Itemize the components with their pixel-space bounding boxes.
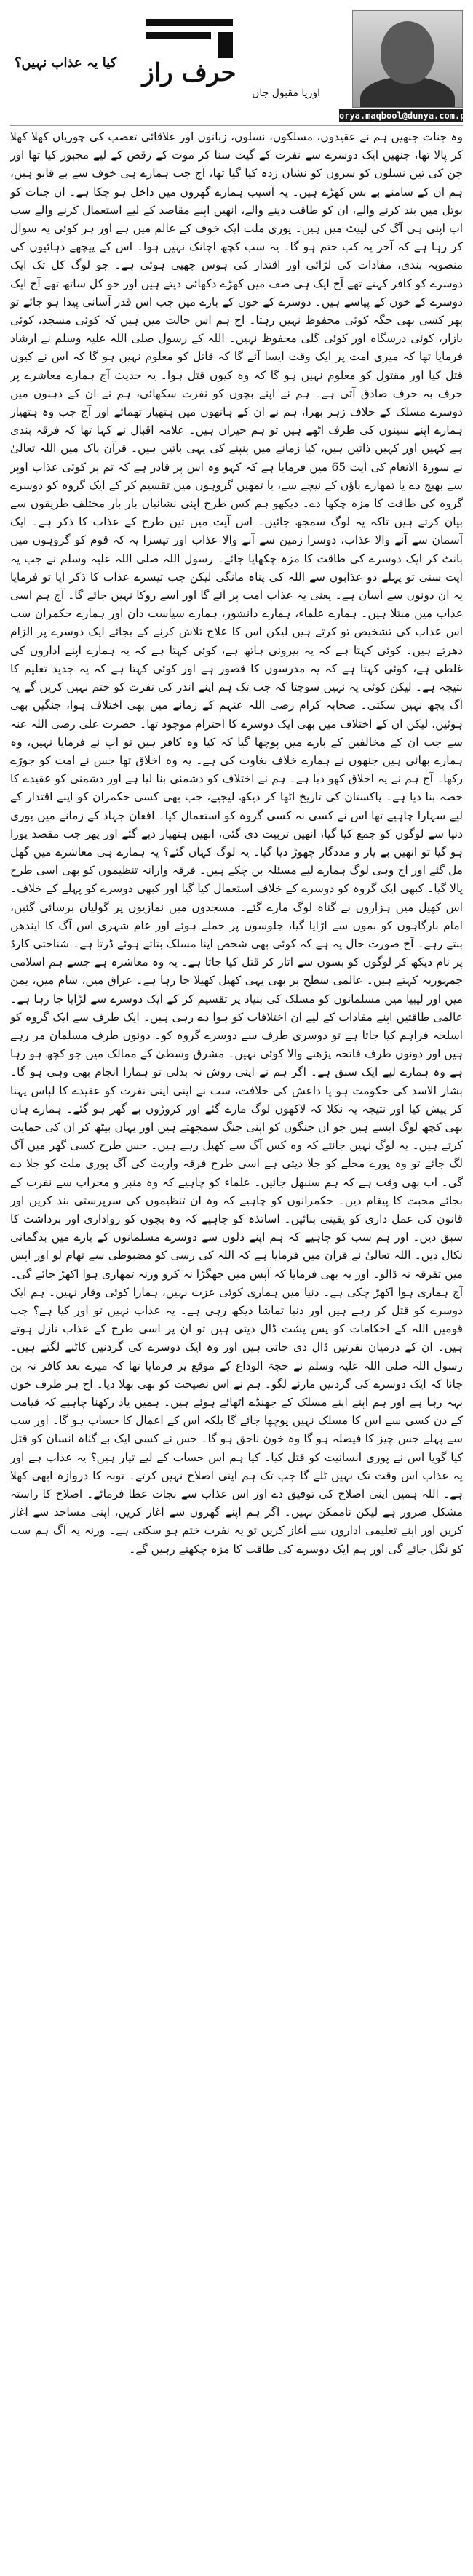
column-header (0, 0, 473, 124)
author-name: اوریا مقبول جان (252, 87, 320, 99)
header-divider (10, 125, 463, 126)
column-title: کیا یہ عذاب نہیں؟ (15, 55, 117, 71)
newspaper-logo (131, 13, 247, 93)
author-photo (352, 10, 463, 108)
article-paragraph: وہ جنات جنھیں ہم نے عقیدوں، مسلکوں، نسلوں، زبانوں اور علاقائی تعصب کی چوریاں کھلا کھلا کر پالا تھا، جنھیں ایک دوسرے سے نفرت کے گیت سنا کر موت کے رقص کے لیے مجبور کیا تھا اور جن کی تین نسلوں کو سروں کو نشان زدہ کیا گیا تھا، آج جب ہمارے ہی خوف سے بے قابو ہیں، ہم ان کے سامنے بے بس کھڑے ہیں۔ یہ آسیب ہمارے گھروں میں داخل ہو چکا ہے۔ ان جنات کو بوتل میں بند کرنے والے، ان کو طاقت دینے والے، انھیں اپنے مقاصد کے لیے استعمال کرنے والے سب اب اپنی ہی آگ کی لپیٹ میں ہیں۔ پوری ملت ایک خوف کے عالم میں ہے اور ہر کوئی یہ سوال کر رہا ہے کہ آخر یہ کب ختم ہو گا۔ یہ سب کچھ اچانک نہیں ہوا۔ اس کے پیچھے دہائیوں کی منصوبہ بندی، مفادات کی لڑائی اور اقتدار کی ہوس چھپی ہوئی ہے۔ جو لوگ کل تک ایک دوسرے کو کافر کہتے تھے آج ایک ہی صف میں کھڑے دکھائی دیتے ہیں اور جو کل ساتھ تھے آج ایک دوسرے کے خون کے پیاسے ہیں۔ دوسرے کے خون کے بارے میں جب اس قدر آسانی پیدا ہو جائے تو پھر کسی بھی جگہ کوئی محفوظ نہیں رہتا۔ آج ہم اس حالت میں ہیں کہ کوئی مسجد، کوئی بازار، کوئی درسگاہ اور کوئی گلی محفوظ نہیں۔ اللہ کے رسول صلی اللہ علیہ وسلم نے ارشاد فرمایا تھا کہ میری امت پر ایک وقت ایسا آئے گا کہ قاتل کو معلوم نہیں ہو گا کہ اس نے کیوں قتل کیا اور مقتول کو معلوم نہیں ہو گا کہ وہ کیوں قتل ہوا۔ یہ حدیث آج ہمارے معاشرے پر حرف بہ حرف صادق آتی ہے۔ ہم نے اپنے بچوں کو نفرت سکھائی، ہم نے ان کے ذہنوں میں دوسرے مسلک کے خلاف زہر بھرا، ہم نے ان کے ہاتھوں میں ہتھیار تھمائے اور آج جب وہ ہتھیار ہمارے اپنے سینوں کی طرف اٹھے ہیں تو ہم حیران ہیں۔ علامہ اقبال نے کہا تھا کہ فرقہ بندی ہے کہیں اور کہیں ذاتیں ہیں، کیا زمانے میں پنپنے کی یہی باتیں ہیں۔ قرآن پاک میں اللہ تعالیٰ نے سورۃ الانعام کی آیت 65 میں فرمایا ہے کہ کہو وہ اس پر قادر ہے کہ تم پر کوئی عذاب اوپر سے بھیج دے یا تمھارے پاؤں کے نیچے سے، یا تمھیں گروہوں میں تقسیم کر کے ایک گروہ کو دوسرے گروہ کی طاقت کا مزہ چکھا دے۔ دیکھو ہم کس طرح اپنی نشانیاں بار بار مختلف طریقوں سے بیان کرتے ہیں تاکہ یہ لوگ سمجھ جائیں۔ اس آیت میں تین طرح کے عذاب کا ذکر ہے۔ ایک آسمان سے آنے والا عذاب، دوسرا زمین سے آنے والا عذاب اور تیسرا یہ کہ قوم کو گروہوں میں بانٹ کر ایک دوسرے کی طاقت کا مزہ چکھایا جائے۔ رسول اللہ صلی اللہ علیہ وسلم نے جب یہ آیت سنی تو پہلے دو عذابوں سے اللہ کی پناہ مانگی لیکن جب تیسرے عذاب کا ذکر آیا تو فرمایا یہ ان دونوں سے آسان ہے۔ یعنی یہ عذاب امت پر آئے گا اور اسے روکا نہیں جائے گا۔ آج ہم اسی عذاب میں مبتلا ہیں۔ ہمارے علماء، ہمارے دانشور، ہمارے سیاست دان اور ہمارے حکمران سب اس عذاب کی تشخیص تو کرتے ہیں لیکن اس کا علاج تلاش کرنے کے بجائے ایک دوسرے پر الزام دھرتے ہیں۔ کوئی کہتا ہے کہ یہ بیرونی ہاتھ ہے، کوئی کہتا ہے کہ یہ ہمارے اپنے اداروں کی غلطی ہے، کوئی کہتا ہے کہ یہ مدرسوں کا قصور ہے اور کوئی کہتا ہے کہ یہ جدید تعلیم کا نتیجہ ہے۔ لیکن کوئی یہ نہیں سوچتا کہ جب تک ہم اپنے اندر کی نفرت کو ختم نہیں کریں گے یہ آگ بجھ نہیں سکتی۔ صحابہ کرام رضی اللہ عنہم کے زمانے میں بھی اختلاف ہوا، جنگیں بھی ہوئیں، لیکن ان کے اختلاف میں بھی ایک دوسرے کا احترام موجود تھا۔ حضرت علی رضی اللہ عنہ سے جب ان کے مخالفین کے بارے میں پوچھا گیا کہ کیا وہ کافر ہیں تو آپ نے فرمایا نہیں، وہ ہمارے بھائی ہیں جنھوں نے ہمارے خلاف بغاوت کی ہے۔ یہ وہ اخلاق تھا جس نے امت کو جوڑے رکھا۔ آج ہم نے یہ اخلاق کھو دیا ہے۔ ہم نے اختلاف کو دشمنی بنا لیا ہے اور دشمنی کو عقیدے کا حصہ بنا دیا ہے۔ پاکستان کی تاریخ اٹھا کر دیکھ لیجیے، جب بھی کسی حکمران کو اپنے اقتدار کے لیے سہارا چاہیے تھا اس نے کسی نہ کسی گروہ کو استعمال کیا۔ افغان جہاد کے زمانے میں پوری دنیا سے لوگوں کو جمع کیا گیا، انھیں تربیت دی گئی، انھیں ہتھیار دیے گئے اور پھر جب مقصد پورا ہو گیا تو انھیں بے یار و مددگار چھوڑ دیا گیا۔ یہ لوگ کہاں گئے؟ یہ ہمارے ہی معاشرے میں گھل مل گئے اور آج وہی لوگ ہمارے لیے مسئلہ بن چکے ہیں۔ فرقہ وارانہ تنظیموں کو بھی اسی طرح پالا گیا۔ کبھی ایک گروہ کو دوسرے کے خلاف استعمال کیا گیا اور کبھی دوسرے کو پہلے کے خلاف۔ اس کھیل میں ہزاروں بے گناہ لوگ مارے گئے۔ مسجدوں میں نمازیوں پر گولیاں برسائی گئیں، امام بارگاہوں کو بموں سے اڑایا گیا، جلوسوں پر حملے ہوئے اور عام شہری اس آگ کا ایندھن بنتے رہے۔ آج صورت حال یہ ہے کہ کوئی بھی شخص اپنا مسلک بتاتے ہوئے ڈرتا ہے۔ شناختی کارڈ پر نام دیکھ کر لوگوں کو بسوں سے اتار کر قتل کیا جاتا ہے۔ یہ وہ معاشرہ ہے جسے ہم اسلامی جمہوریہ کہتے ہیں۔ عالمی سطح پر بھی یہی کھیل کھیلا جا رہا ہے۔ عراق میں، شام میں، یمن میں اور لیبیا میں مسلمانوں کو مسلک کی بنیاد پر تقسیم کر کے ایک دوسرے سے لڑایا جا رہا ہے۔ عالمی طاقتیں اپنے مفادات کے لیے ان اختلافات کو ہوا دے رہی ہیں۔ ایک طرف سے ایک گروہ کو اسلحہ فراہم کیا جاتا ہے تو دوسری طرف سے دوسرے گروہ کو۔ دونوں طرف مسلمان مر رہے ہیں اور دونوں طرف فاتحہ پڑھنے والا کوئی نہیں۔ مشرق وسطیٰ کے ممالک میں جو کچھ ہو رہا ہے وہ ہمارے لیے ایک سبق ہے۔ اگر ہم نے اپنی روش نہ بدلی تو ہمارا انجام بھی وہی ہو گا۔ بشار الاسد کی حکومت ہو یا داعش کی خلافت، سب نے اپنی اپنی نفرت کو عقیدے کا لباس پہنا کر پیش کیا اور نتیجہ یہ نکلا کہ لاکھوں لوگ مارے گئے اور کروڑوں بے گھر ہو گئے۔ ہمارے ہاں بھی کچھ لوگ ایسے ہیں جو ان جنگوں کو اپنی جنگ سمجھتے ہیں اور یہاں بیٹھ کر ان کی حمایت کرتے ہیں۔ یہ لوگ نہیں جانتے کہ وہ کس آگ سے کھیل رہے ہیں۔ جس طرح کسی گھر میں آگ لگ جائے تو وہ پورے محلے کو جلا دیتی ہے اسی طرح فرقہ واریت کی آگ پوری ملت کو جلا دے گی۔ اب بھی وقت ہے کہ ہم سنبھل جائیں۔ علماء کو چاہیے کہ وہ منبر و محراب سے نفرت کے بجائے محبت کا پیغام دیں۔ حکمرانوں کو چاہیے کہ وہ ان تنظیموں کی سرپرستی بند کریں اور قانون کی عمل داری کو یقینی بنائیں۔ اساتذہ کو چاہیے کہ وہ بچوں کو رواداری اور برداشت کا سبق دیں۔ اور ہم سب کو چاہیے کہ ہم اپنے دلوں سے دوسرے مسلمانوں کے بارے میں بدگمانی نکال دیں۔ اللہ تعالیٰ نے قرآن میں فرمایا ہے کہ اللہ کی رسی کو مضبوطی سے تھام لو اور آپس میں تفرقہ نہ ڈالو۔ اور یہ بھی فرمایا کہ آپس میں جھگڑا نہ کرو ورنہ تمھاری ہوا اکھڑ جائے گی۔ آج ہماری ہوا اکھڑ چکی ہے۔ دنیا میں ہماری کوئی عزت نہیں، ہمارا کوئی وقار نہیں۔ ہم ایک دوسرے کو قتل کر رہے ہیں اور دنیا تماشا دیکھ رہی ہے۔ یہ عذاب نہیں تو اور کیا ہے؟ جب قومیں اللہ کے احکامات کو پس پشت ڈال دیتی ہیں تو ان پر اسی طرح کے عذاب نازل ہوتے ہیں۔ ان کے درمیان نفرتیں ڈال دی جاتی ہیں اور وہ ایک دوسرے کی گردنیں کاٹنے لگتے ہیں۔ رسول اللہ صلی اللہ علیہ وسلم نے حجۃ الوداع کے موقع پر فرمایا تھا کہ میرے بعد کافر نہ بن جانا کہ ایک دوسرے کی گردنیں مارنے لگو۔ ہم نے اس نصیحت کو بھی بھلا دیا۔ آج ہر طرف خون بہہ رہا ہے اور ہم اپنے اپنے مسلک کے جھنڈے اٹھائے ہوئے ہیں۔ ہمیں یاد رکھنا چاہیے کہ قیامت کے دن کسی سے اس کا مسلک نہیں پوچھا جائے گا بلکہ اس کے اعمال کا حساب ہو گا۔ اور سب سے پہلے جس چیز کا فیصلہ ہو گا وہ خون ناحق ہو گا۔ جس نے کسی ایک بے گناہ انسان کو قتل کیا گویا اس نے پوری انسانیت کو قتل کیا۔ کیا ہم اس حساب کے لیے تیار ہیں؟ یہ عذاب ہے اور یہ عذاب اس وقت تک نہیں ٹلے گا جب تک ہم اپنی اصلاح نہیں کرتے۔ توبہ کا دروازہ ابھی کھلا ہے۔ اللہ ہمیں اپنی اصلاح کی توفیق دے اور اس عذاب سے نجات عطا فرمائے۔ اصلاح کا راستہ مشکل ضرور ہے لیکن ناممکن نہیں۔ اگر ہم اپنے گھروں سے آغاز کریں، اپنی مساجد سے آغاز کریں اور اپنے تعلیمی اداروں سے آغاز کریں تو یہ نفرت ختم ہو سکتی ہے۔ ورنہ یہ آگ ہم سب کو نگل جائے گی اور ہم ایک دوسرے کی طاقت کا مزہ چکھتے رہیں گے۔ (10, 130, 463, 1556)
logo-text: حرف راز (142, 58, 236, 87)
article-body (10, 128, 463, 2566)
author-email: orya.maqbool@dunya.com.pk (339, 111, 471, 121)
author-photo-head (381, 21, 434, 84)
